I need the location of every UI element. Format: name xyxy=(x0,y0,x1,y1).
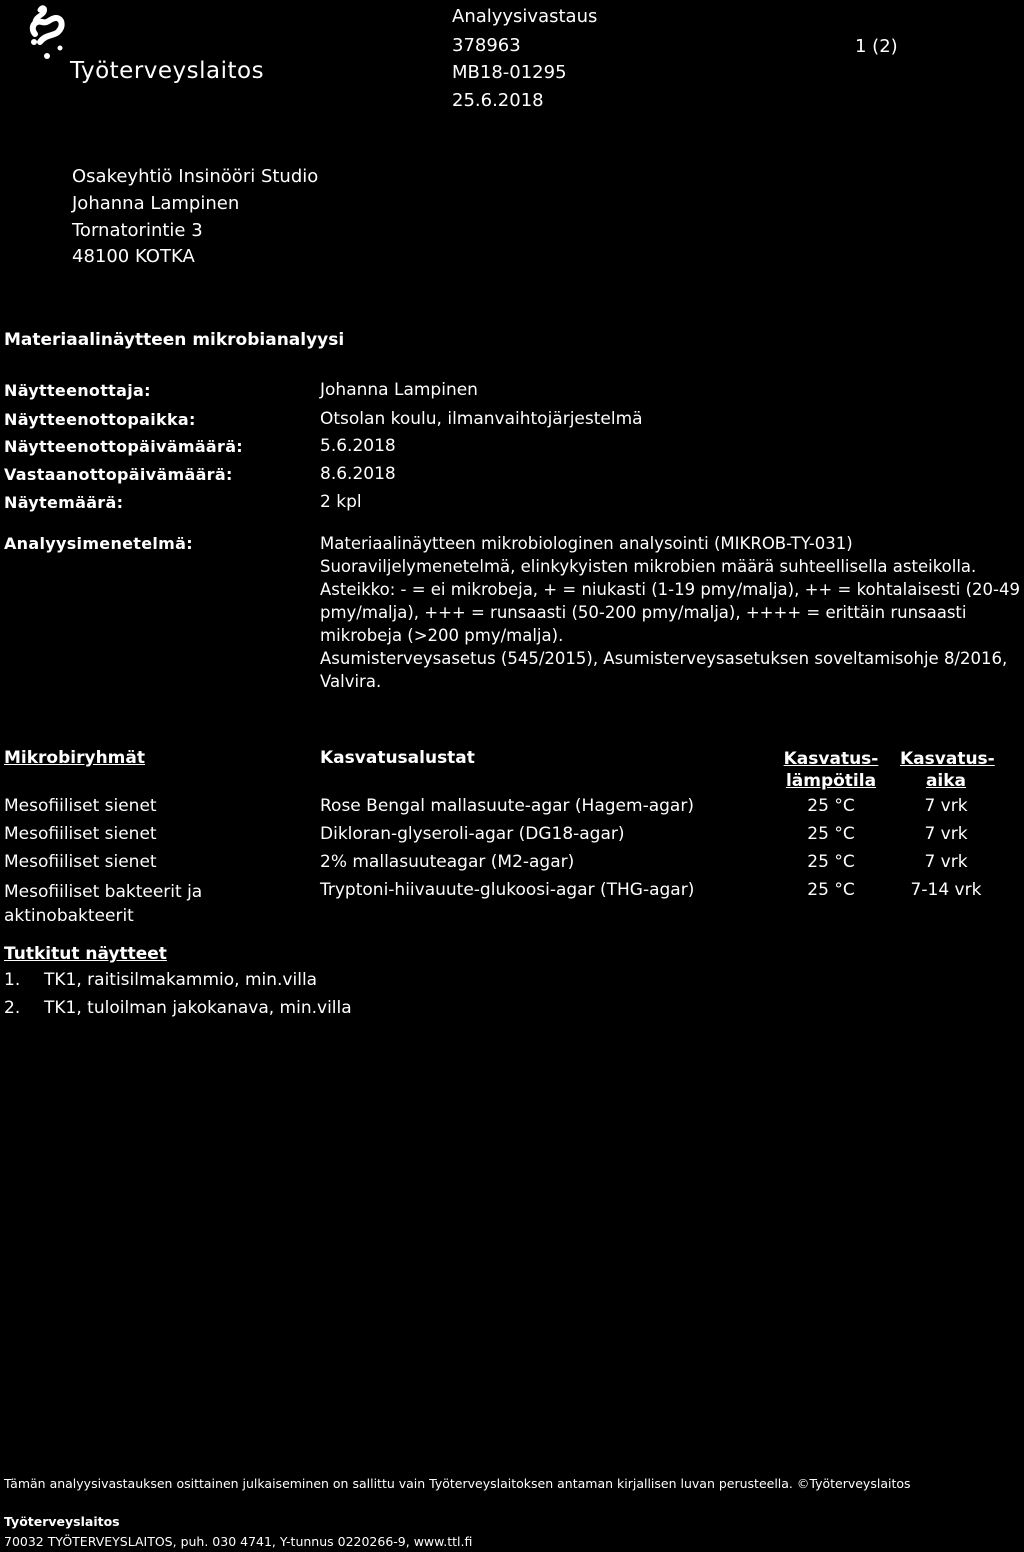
document-code: MB18-01295 xyxy=(452,62,567,83)
table-row-1-time: 7 vrk xyxy=(924,796,968,816)
table-header-time-line1: Kasvatus- xyxy=(900,749,995,769)
info-label-received-date: Vastaanottopäivämäärä: xyxy=(4,465,233,484)
info-value-sampling-date: 5.6.2018 xyxy=(320,436,396,456)
table-row-4-temp: 25 °C xyxy=(807,880,855,900)
recipient-company: Osakeyhtiö Insinööri Studio xyxy=(72,166,319,187)
method-line-4: Asumisterveysasetus (545/2015), Asumisterveysasetuksen soveltamisohje 8/2016, Valvira. xyxy=(320,649,1008,691)
table-header-temperature xyxy=(776,748,886,792)
footer-organization: Työterveyslaitos xyxy=(4,1514,120,1529)
method-line-1: Materiaalinäytteen mikrobiologinen analysointi (MIKROB-TY-031) xyxy=(320,534,853,553)
info-value-sampler: Johanna Lampinen xyxy=(320,380,478,400)
table-row-4-medium: Tryptoni-hiivauute-glukoosi-agar (THG-agar) xyxy=(320,880,695,900)
info-label-sample-count: Näytemäärä: xyxy=(4,493,124,512)
footer-notice: Tämän analyysivastauksen osittainen julkaiseminen on sallittu vain Työterveyslaitoksen antaman kirjallisen luvan perusteella. ©Työterveyslaitos xyxy=(4,1476,911,1491)
table-row-2-temp: 25 °C xyxy=(807,824,855,844)
table-row-3-time: 7 vrk xyxy=(924,852,968,872)
table-header-time xyxy=(900,748,995,792)
table-row-1-temp: 25 °C xyxy=(807,796,855,816)
sample-item-2-number: 2. xyxy=(4,998,21,1018)
logo-wordmark: Työterveyslaitos xyxy=(70,58,265,84)
info-value-location: Otsolan koulu, ilmanvaihtojärjestelmä xyxy=(320,409,643,429)
document-number: 378963 xyxy=(452,35,521,56)
method-line-3: Asteikko: - = ei mikrobeja, + = niukasti (1-19 pmy/malja), ++ = kohtalaisesti (20-49 pmy/malja), +++ = runsaasti (50-200 pmy/malja), ++++ = erittäin runsaasti mikrobeja (>200 pmy/malja). xyxy=(320,580,1020,645)
table-row-3-temp: 25 °C xyxy=(807,852,855,872)
info-label-sampling-date: Näytteenottopäivämäärä: xyxy=(4,437,244,456)
sample-item-1-text: TK1, raitisilmakammio, min.villa xyxy=(44,970,318,990)
sample-item-2-text: TK1, tuloilman jakokanava, min.villa xyxy=(44,998,352,1018)
recipient-street: Tornatorintie 3 xyxy=(72,220,203,241)
sample-item-1-number: 1. xyxy=(4,970,21,990)
table-row-3-medium: 2% mallasuuteagar (M2-agar) xyxy=(320,852,575,872)
samples-title: Tutkitut näytteet xyxy=(4,944,167,964)
method-line-2: Suoraviljelymenetelmä, elinkykyisten mikrobien määrä suhteellisella asteikolla. xyxy=(320,557,977,576)
info-value-received-date: 8.6.2018 xyxy=(320,464,396,484)
table-row-2-time: 7 vrk xyxy=(924,824,968,844)
info-value-sample-count: 2 kpl xyxy=(320,492,362,512)
table-header-group: Mikrobiryhmät xyxy=(4,748,145,768)
table-row-2-medium: Dikloran-glyseroli-agar (DG18-agar) xyxy=(320,824,625,844)
info-label-location: Näytteenottopaikka: xyxy=(4,410,196,429)
page-title: Materiaalinäytteen mikrobianalyysi xyxy=(4,330,345,350)
method-label: Analyysimenetelmä: xyxy=(4,534,193,553)
info-label-sampler: Näytteenottaja: xyxy=(4,381,151,400)
table-header-temperature-line2: lämpötila xyxy=(785,771,877,791)
document-type: Analyysivastaus xyxy=(452,6,598,27)
table-row-4-group: Mesofiiliset bakteerit ja aktinobakteerit xyxy=(4,882,203,926)
footer-contact: 70032 TYÖTERVEYSLAITOS, puh. 030 4741, Y-tunnus 0220266-9, www.ttl.fi xyxy=(4,1534,473,1549)
table-header-medium: Kasvatusalustat xyxy=(320,748,475,768)
page-number: 1 (2) xyxy=(855,36,898,57)
table-row-1-medium: Rose Bengal mallasuute-agar (Hagem-agar) xyxy=(320,796,694,816)
table-row-3-group: Mesofiiliset sienet xyxy=(4,852,157,872)
table-row-2-group: Mesofiiliset sienet xyxy=(4,824,157,844)
recipient-name: Johanna Lampinen xyxy=(72,193,240,214)
recipient-city: 48100 KOTKA xyxy=(72,246,195,267)
document-date: 25.6.2018 xyxy=(452,90,544,111)
table-row-1-group: Mesofiiliset sienet xyxy=(4,796,157,816)
table-row-4-time: 7-14 vrk xyxy=(910,880,982,900)
table-header-temperature-line1: Kasvatus- xyxy=(783,749,879,769)
method-description xyxy=(320,532,1020,693)
ttl-logo-icon xyxy=(26,4,68,64)
table-header-time-line2: aika xyxy=(925,771,967,791)
